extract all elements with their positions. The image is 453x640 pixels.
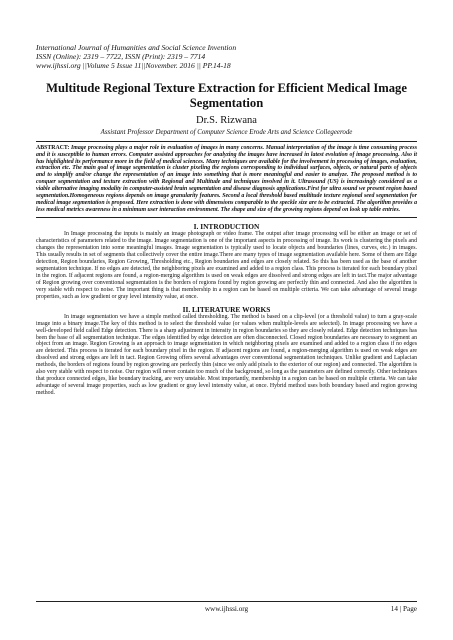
- author-name: Dr.S. Rizwana: [196, 114, 257, 126]
- author-affiliation: Assistant Professor Department of Computer Science Erode Arts and Science Collegeerode: [100, 128, 353, 136]
- page-number: 14 | Page: [390, 605, 417, 613]
- literature-paragraph: In image segmentation we have a simple method called thresholding. The method is based on a clip-level (or a threshold value) to turn a gray-scale image into a binary image.The key of this method is to select the threshold value (or values when multiple-levels are selected). In image processing we have a well-developed field called Edge detection. There is a sharp adjustment in intensity in region boundaries so they are closely related. Edge detection techniques has been the base of all segmentation technique. The edges identified by edge detection are often disconnected. Closed region boundaries are necessary to segment an object from an image. Region Growing is an approach to image segmentation in which neighboring pixels are examined and added to a region class if no edges are detected. This process is iterated for each boundary pixel in the region. If adjacent regions are found, a region-merging algorithm is used on weak edges are dissolved and strong edges are left in tact. Region Growing offers several advantages over conventional segmentation techniques. Unlike gradient and Laplacian methods, the borders of regions found by region growing are perfectly thin (since we only add pixels to the exterior of our region) and connected. The algorithm is also very stable with respect to noise. Our region will never contain too much of the background, so long as the parameters are defined correctly. Other techniques that produce connected edges, like boundary tracking, are very unstable. Most importantly, membership in a region can be based on multiple criteria. We can take advantage of several image properties, such as low gradient or gray level intensity value, at once. Hybrid method uses both boundary based and region growing method.: [36, 313, 417, 397]
- section-heading-literature: II. LITERATURE WORKS: [182, 304, 271, 314]
- paper-title: Multitude Regional Texture Extraction for Efficient Medical Image Segmentation: [46, 80, 407, 110]
- footer-url[interactable]: www.ijhssi.org: [204, 605, 249, 613]
- page-footer: [36, 601, 417, 616]
- journal-header: [36, 43, 417, 71]
- abstract-label: ABSTRACT:: [36, 144, 70, 151]
- abstract-block: [36, 141, 417, 219]
- introduction-paragraph: In Image processing the inputs is mainly an image photograph or video frame. The output after image processing will be either an image or set of characteristics of parameters related to the image. Image segmentation is one of the important aspects in processing of image. Its work is clustering the pixels and changes the representation into some meaningful images. Image segmentation is typically used to locate objects and boundaries (lines, curves, etc.) in images. This usually results in set of segments that collectively cover the entire image.There are many types of image segmentation available here. Some of them are Edge detection, Region boundaries, Region Growing, Thresholding etc., Region boundaries and edges are closely related. So this has been used as the base of another segmentation technique. If no edges are detected, the neighboring pixels are examined and added to a region class. This process is iterated for each boundary pixel in the region. If adjacent regions are found, a region-merging algorithm is used on weak edges are dissolved and strong edges are left in tact.The major advantage of Region growing over conventional segmentation is the borders of regions found by region growing are perfectly thin and connected. And also the algorithm is very stable with respect to noise. The important thing is that membership in a region can be based on multiple criteria. We can take advantage of several image properties, such as low gradient or gray level intensity value, at once.: [36, 231, 417, 300]
- journal-name: International Journal of Humanities and Social Science Invention: [36, 43, 237, 52]
- abstract-text: Image processing plays a major role in evaluation of images in many concerns. Manual interpretation of the image is time consuming process and it is susceptible to human errors. Computer assisted approaches for analyzing the images have increased in latest evolution of image processing. Also it has highlighted its performance more in the field of medical sciences. Many techniques are available for the involvement in processing of images, evaluation, extraction etc. The main goal of image segmentation is cluster pixeling the regions corresponding to individual surfaces, objects, or natural parts of objects and to simplify and/or change the representation of an image into something that is more meaningful and easier to analyze. The proposed method is to conquer segmentation and texture extraction with Regional and Multitude and techniques involved in it. Ultrasound (US) is increasingly considered as a viable alternative imaging modality in computer-assisted brain segmentation and disease diagnosis applications.First for ultra sound we present region based segmentation.Homogeneous regions depends on image granularity features. Second a local threshold based multitude texture regional seed segmentation for medical image segmentation is proposed. Here extraction is done with dimensions comparable to the speckle size are to be extracted. The algorithm provides a less medical metrics awareness in a minimum user interaction environment. The shape and size of the growing regions depend on look up table entries.: [36, 144, 417, 214]
- section-heading-introduction: I. INTRODUCTION: [193, 222, 260, 232]
- journal-issn: ISSN (Online): 2319 – 7722, ISSN (Print): 2319 – 7714: [36, 52, 206, 62]
- journal-issue: www.ijhssi.org ||Volume 5 Issue 11||November. 2016 || PP.14-18: [36, 61, 231, 71]
